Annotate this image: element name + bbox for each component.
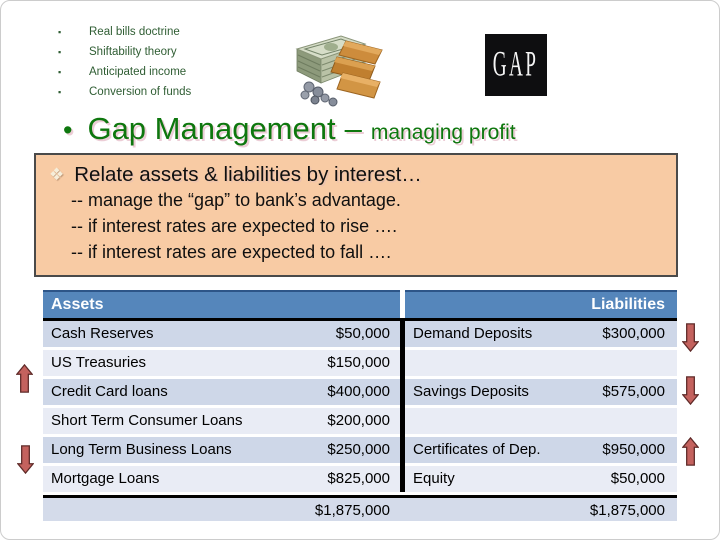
liability-value: $50,000 bbox=[610, 470, 665, 487]
theories-list bbox=[58, 22, 191, 102]
liability-value: $300,000 bbox=[602, 325, 665, 342]
money-gold-coins-image bbox=[289, 19, 394, 107]
liability-value bbox=[665, 350, 677, 376]
assets-header: Assets bbox=[43, 290, 400, 318]
list-item-label: Real bills doctrine bbox=[89, 26, 180, 38]
up-arrow-icon bbox=[682, 436, 699, 467]
liability-cell bbox=[405, 408, 677, 434]
title-bullet-icon: • bbox=[63, 115, 73, 145]
asset-label: Long Term Business Loans bbox=[51, 441, 232, 458]
table-row bbox=[43, 350, 677, 376]
asset-value: $50,000 bbox=[335, 325, 390, 342]
liability-value bbox=[665, 408, 677, 434]
table-header-row bbox=[43, 290, 677, 318]
table-row bbox=[43, 408, 677, 434]
balance-sheet-table bbox=[43, 290, 677, 521]
liability-label: Demand Deposits bbox=[413, 325, 533, 342]
asset-value: $825,000 bbox=[327, 470, 390, 487]
column-divider bbox=[400, 321, 405, 492]
asset-value: $400,000 bbox=[327, 383, 390, 400]
asset-label: US Treasuries bbox=[51, 354, 147, 371]
gap-logo bbox=[485, 34, 547, 96]
table-row bbox=[43, 466, 677, 492]
title-main-text: Gap Management bbox=[87, 111, 336, 146]
list-item bbox=[58, 62, 191, 82]
square-bullet-icon: ▪ bbox=[58, 47, 62, 57]
totals-row bbox=[43, 495, 677, 521]
list-item bbox=[58, 22, 191, 42]
liability-cell bbox=[405, 466, 677, 492]
liability-label: Equity bbox=[413, 470, 455, 487]
callout-line: -- if interest rates are expected to fall …. bbox=[71, 242, 392, 262]
down-arrow-icon bbox=[682, 375, 699, 406]
assets-total: $1,875,000 bbox=[314, 502, 390, 519]
liability-value: $950,000 bbox=[602, 441, 665, 458]
liability-label bbox=[405, 408, 413, 434]
callout-heading bbox=[46, 163, 666, 187]
asset-cell bbox=[43, 466, 400, 492]
liability-value: $575,000 bbox=[602, 383, 665, 400]
asset-value: $250,000 bbox=[327, 441, 390, 458]
gap-logo-text: GAP bbox=[493, 44, 539, 84]
asset-label: Credit Card loans bbox=[51, 383, 168, 400]
liability-label bbox=[405, 350, 413, 376]
liabilities-total: $1,875,000 bbox=[589, 502, 665, 519]
liability-cell bbox=[405, 350, 677, 376]
slide-title bbox=[63, 111, 516, 147]
callout-line: -- manage the “gap” to bank’s advantage. bbox=[71, 190, 401, 210]
asset-label: Cash Reserves bbox=[51, 325, 154, 342]
asset-label: Mortgage Loans bbox=[51, 470, 160, 487]
list-item bbox=[58, 42, 191, 62]
down-arrow-icon bbox=[17, 444, 34, 475]
asset-value: $200,000 bbox=[327, 412, 390, 429]
list-item bbox=[58, 82, 191, 102]
asset-cell bbox=[43, 379, 400, 405]
list-item-label: Anticipated income bbox=[89, 66, 187, 78]
asset-cell bbox=[43, 321, 400, 347]
title-dash: – bbox=[344, 111, 362, 146]
title-subtitle-text: managing profit bbox=[370, 121, 516, 144]
asset-cell bbox=[43, 408, 400, 434]
table-row bbox=[43, 321, 677, 347]
down-arrow-icon bbox=[682, 322, 699, 353]
table-row bbox=[43, 437, 677, 463]
list-item-label: Conversion of funds bbox=[89, 86, 192, 98]
up-arrow-icon bbox=[16, 363, 33, 394]
square-bullet-icon: ▪ bbox=[58, 87, 62, 97]
diamond-bullet-icon: ❖ bbox=[49, 165, 65, 184]
square-bullet-icon: ▪ bbox=[58, 67, 62, 77]
liability-label: Savings Deposits bbox=[413, 383, 529, 400]
asset-cell bbox=[43, 437, 400, 463]
liability-cell bbox=[405, 379, 677, 405]
asset-cell bbox=[43, 350, 400, 376]
list-item-label: Shiftability theory bbox=[89, 46, 177, 58]
callout-heading-text: Relate assets & liabilities by interest… bbox=[74, 163, 422, 186]
liability-cell bbox=[405, 321, 677, 347]
liability-cell bbox=[405, 437, 677, 463]
asset-value: $150,000 bbox=[327, 354, 390, 371]
liability-label: Certificates of Dep. bbox=[413, 441, 541, 458]
table-body bbox=[43, 318, 677, 492]
liabilities-header: Liabilities bbox=[405, 290, 677, 318]
table-row bbox=[43, 379, 677, 405]
callout-line: -- if interest rates are expected to rise …. bbox=[71, 216, 398, 236]
square-bullet-icon: ▪ bbox=[58, 27, 62, 37]
callout-box bbox=[34, 153, 678, 277]
asset-label: Short Term Consumer Loans bbox=[51, 412, 243, 429]
